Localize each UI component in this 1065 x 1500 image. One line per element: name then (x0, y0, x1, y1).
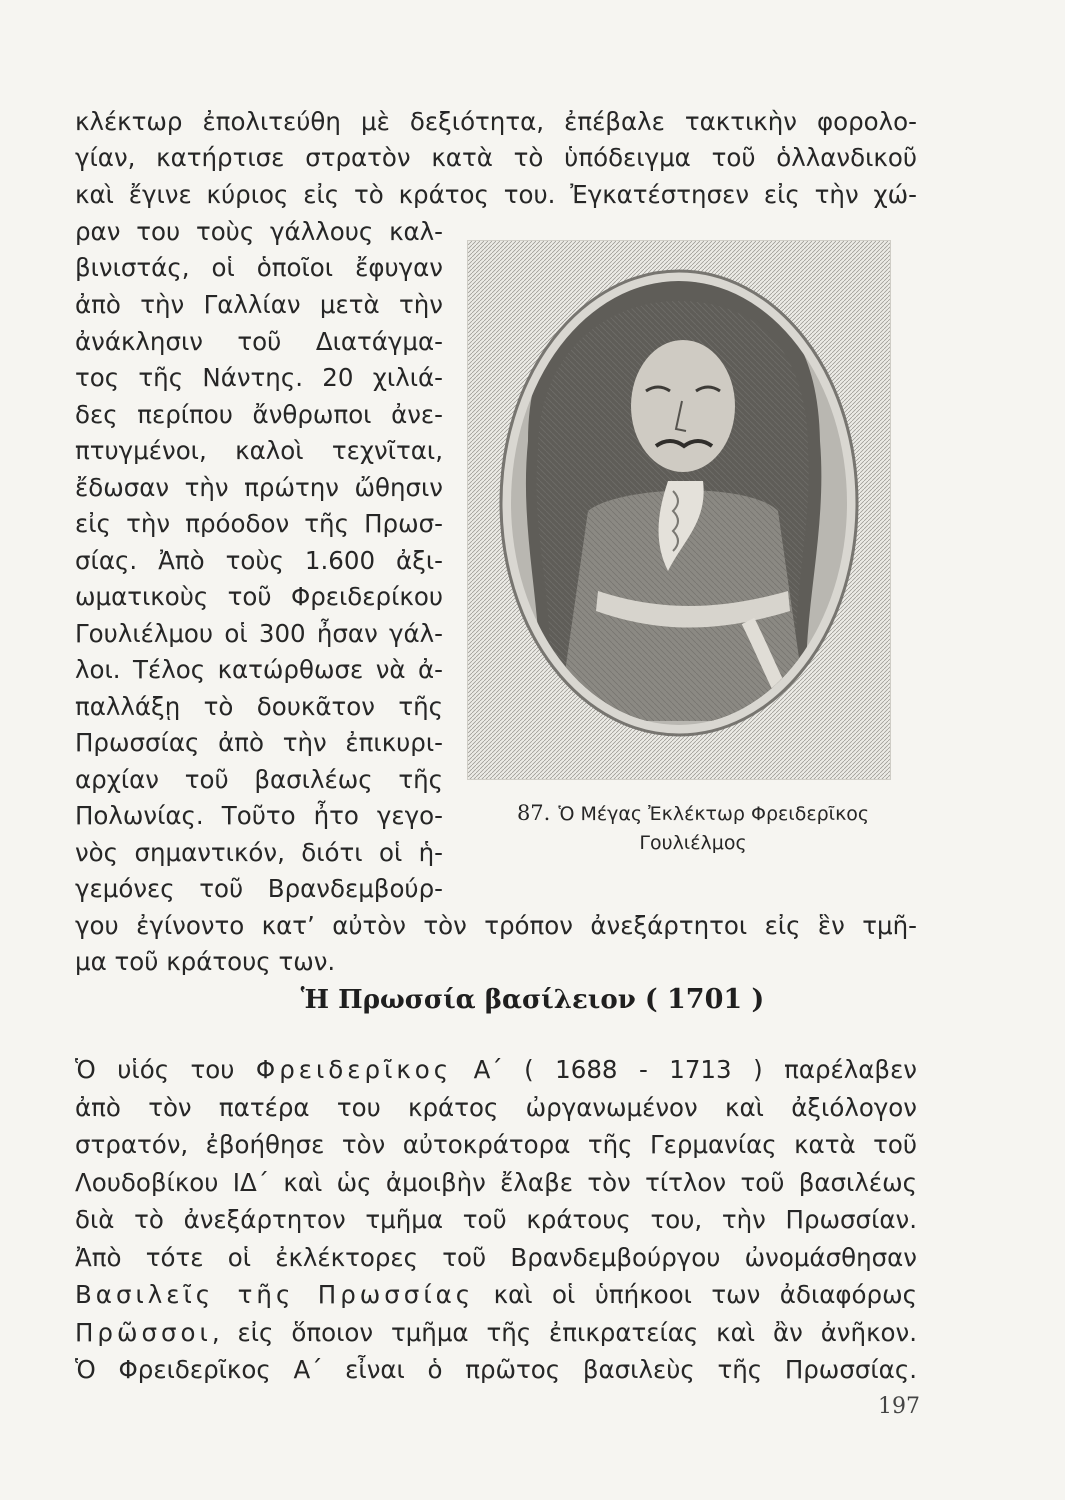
text-line: ἔδωσαν τὴν πρώτην ὤθησιν (75, 473, 443, 502)
text-line: γίαν, κατήρτισε στρατὸν κατὰ τὸ ὑπόδειγμα τοῦ ὁλλανδικοῦ (75, 143, 917, 172)
text-line: δες περίπου ἄνθρωποι ἀνε- (75, 400, 443, 429)
text-line: Γουλιέλμου οἱ 300 ἦσαν γάλ- (75, 619, 443, 648)
text-line: σίας. Ἀπὸ τοὺς 1.600 ἀξι- (75, 546, 443, 575)
text-line: ἀπὸ τὴν Γαλλίαν μετὰ τὴν (75, 290, 443, 319)
text-line (75, 1165, 917, 1201)
text-line: τος τῆς Νάντης. 20 χιλιά- (75, 363, 443, 392)
figure-caption (466, 800, 920, 827)
text-line: κλέκτωρ ἐπολιτεύθη μὲ δεξιότητα, ἐπέβαλε τακτικὴν φορολο- (75, 107, 917, 136)
text-line: ωματικοὺς τοῦ Φρειδερίκου (75, 582, 443, 611)
text-segment: καὶ οἱ ὑπήκοοι των ἀδιαφόρως (474, 1280, 917, 1309)
portrait-image (468, 241, 890, 779)
text-segment: διὰ τὸ ἀνεξάρτητον τμῆμα τοῦ κράτους του, τὴν Πρωσσίαν. (75, 1205, 917, 1234)
heading-year: ( 1701 ) (644, 984, 765, 1015)
text-line: ἀνάκλησιν τοῦ Διατάγμα- (75, 327, 443, 356)
text-line: καὶ ἔγινε κύριος εἰς τὸ κράτος του. Ἐγκατέστησεν εἰς τὴν χώ- (75, 180, 917, 209)
text-line: ραν του τοὺς γάλλους καλ- (75, 217, 443, 246)
text-line: βινιστάς, οἱ ὁποῖοι ἔφυγαν (75, 253, 443, 282)
text-segment: , εἰς ὅποιον τμῆμα τῆς ἐπικρατείας καὶ ἂν ἀνῆκον. (211, 1318, 917, 1347)
text-line (75, 1315, 917, 1351)
text-segment: Ἀπὸ τότε οἱ ἐκλέκτορες τοῦ Βρανδεμβούργου ὠνομάσθησαν (75, 1243, 917, 1272)
text-line: αρχίαν τοῦ βασιλέως τῆς (75, 765, 443, 794)
text-line: γου ἐγίνοντο κατ’ αὐτὸν τὸν τρόπον ἀνεξάρτητοι εἰς ἓν τμῆ- (75, 911, 917, 940)
text-line (75, 1240, 917, 1276)
section-heading (0, 982, 1065, 1018)
text-line (75, 1090, 917, 1126)
spaced-text: Πρῶσσοι (75, 1318, 212, 1347)
spaced-text: Φρειδερῖκος (255, 1055, 453, 1084)
text-line: γεμόνες τοῦ Βρανδεμβούρ- (75, 874, 443, 903)
spaced-text: Βασιλεῖς τῆς Πρωσσίας (75, 1280, 475, 1309)
text-line: εἰς τὴν πρόοδον τῆς Πρωσ- (75, 509, 443, 538)
text-segment: Ὁ Φρειδερῖκος Α΄ εἶναι ὁ πρῶτος βασιλεὺς τῆς Πρωσσίας. (75, 1355, 917, 1384)
text-segment: στρατόν, ἐβοήθησε τὸν αὐτοκράτορα τῆς Γερμανίας κατὰ τοῦ (75, 1130, 917, 1159)
text-line: μα τοῦ κράτους των. (75, 947, 336, 976)
text-line: λοι. Τέλος κατώρθωσε νὰ ἀ- (75, 655, 443, 684)
text-line (75, 1352, 917, 1388)
text-segment: Λουδοβίκου ΙΔ΄ καὶ ὡς ἀμοιβὴν ἔλαβε τὸν τίτλον τοῦ βασιλέως (75, 1168, 917, 1197)
figure-caption-line-2: Γουλιέλμος (639, 832, 747, 854)
caption-line-1: Ὁ Μέγας Ἐκλέκτωρ Φρειδερῖκος (558, 803, 870, 825)
text-line (75, 1052, 917, 1088)
text-segment: Α΄ ( 1688 - 1713 ) παρέλαβεν (452, 1055, 917, 1084)
text-line (75, 1277, 917, 1313)
page-number: 197 (878, 1394, 920, 1419)
text-line: πτυγμένοι, καλοὶ τεχνῖται, (75, 436, 443, 465)
text-line: νὸς σημαντικόν, διότι οἱ ἡ- (75, 838, 443, 867)
text-segment: Ὁ υἱός του (75, 1055, 256, 1084)
text-line: Πρωσσίας ἀπὸ τὴν ἐπικυρι- (75, 728, 443, 757)
text-line (75, 1127, 917, 1163)
text-line: παλλάξῃ τὸ δουκᾶτον τῆς (75, 692, 443, 721)
portrait-figure (467, 240, 891, 780)
text-line: Πολωνίας. Τοῦτο ἦτο γεγο- (75, 801, 443, 830)
text-line (75, 1202, 917, 1238)
figure-number: 87. (516, 801, 551, 825)
heading-text: Ἡ Πρωσσία βασίλειον (300, 985, 636, 1015)
text-segment: ἀπὸ τὸν πατέρα του κράτος ὠργανωμένον καὶ ἀξιόλογον (75, 1093, 917, 1122)
